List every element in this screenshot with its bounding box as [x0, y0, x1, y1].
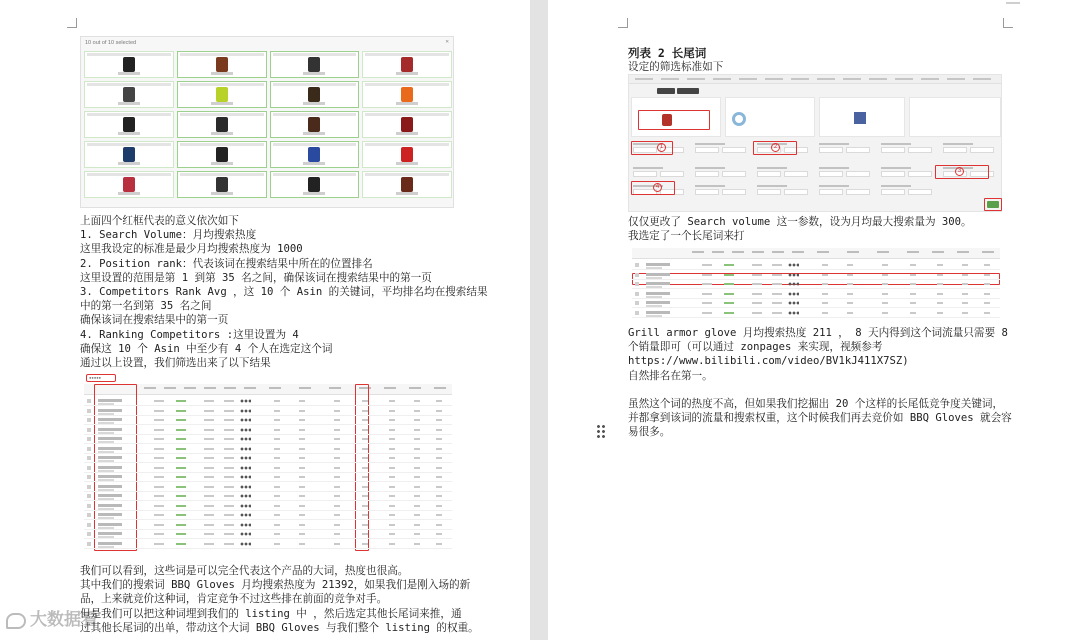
table-row [632, 299, 1000, 308]
filter-number-badge: 3 [955, 167, 964, 176]
filter-number-badge: 2 [771, 143, 780, 152]
paragraph-line: 个销量即可（可以通过 zonpages 来实现，视频参考 [628, 341, 883, 354]
product-card [270, 171, 360, 198]
paragraph-line: 确保该词在搜索结果中的第一页 [80, 314, 229, 327]
table-row [84, 397, 452, 406]
table-row [84, 473, 452, 482]
filter-input [695, 189, 719, 195]
product-card [84, 171, 174, 198]
filter-input [722, 189, 746, 195]
filter-input [695, 147, 719, 153]
table-row [84, 445, 452, 454]
table-row [84, 407, 452, 416]
table-row [632, 271, 1000, 280]
filter-input [633, 171, 657, 177]
search-button-highlight [984, 198, 1002, 211]
filter-label [943, 143, 973, 145]
table-row [84, 530, 452, 539]
filter-label [819, 143, 849, 145]
filter-input [846, 189, 870, 195]
frequently-bought-panel [819, 97, 905, 137]
page-corner-mark [67, 18, 77, 28]
paragraph-line: 这里设置的范围是第 1 到第 35 名之间，确保该词在搜索结果中的第一页 [80, 271, 432, 284]
product-highlight [638, 110, 710, 130]
paragraph-line: 我选定了一个长尾词来打 [628, 230, 745, 242]
paragraph-line: 其中我们的搜索词 BBQ Gloves 月均搜索热度为 21392，如果我们是刚入场的新 [80, 579, 471, 592]
filter-input [908, 147, 932, 153]
product-card [270, 111, 360, 138]
filter-input [819, 171, 843, 177]
longtail-table-screenshot [632, 248, 1000, 318]
product-card [177, 171, 267, 198]
paragraph-line: 自然排名在第一。 [628, 369, 713, 382]
section-subtitle: 设定的筛选标准如下 [628, 61, 724, 73]
table-row [84, 521, 452, 530]
tool-nav-bar [629, 75, 1001, 84]
filter-label [881, 167, 911, 169]
watermark: 大数据看 [6, 605, 98, 630]
filter-input [695, 171, 719, 177]
paragraph-line: 1. Search Volume：月均搜索热度 [80, 229, 257, 242]
document-page-left [0, 0, 530, 640]
product-thumb [662, 114, 672, 126]
product-card [177, 111, 267, 138]
results-table-screenshot [84, 372, 452, 552]
filter-input [881, 189, 905, 195]
product-card-grid [84, 51, 452, 198]
paragraph-line: 这里我设定的标准是最少月均搜索热度为 1000 [80, 243, 303, 256]
filter-settings-screenshot [628, 74, 1002, 212]
table-row [632, 290, 1000, 299]
table-row [84, 540, 452, 549]
page-gutter [530, 0, 548, 640]
filter-label [695, 167, 725, 169]
product-card [84, 141, 174, 168]
paragraph-line: 虽然这个词的热度不高，但如果我们挖掘出 20 个这样的长尾低竞争度关键词， [628, 398, 1004, 410]
page-corner-mark [1003, 18, 1013, 28]
table-row [84, 435, 452, 444]
paragraph-line: 仅仅更改了 Search volume 这一参数，设为月均最大搜索量为 300。 [628, 216, 972, 228]
table-row [84, 464, 452, 473]
filter-label [695, 143, 725, 145]
filter-input [757, 189, 781, 195]
filter-input [846, 147, 870, 153]
paragraph-line: 3. Competitors Rank Avg ，这 10 个 Asin 的关键词，平均排名均在搜索结果 [80, 286, 488, 298]
filter-number-badge: 4 [653, 183, 662, 192]
paragraph-line: 4. Ranking Competitors :这里设置为 4 [80, 328, 299, 341]
product-card [84, 81, 174, 108]
product-card [362, 171, 452, 198]
paragraph-line: 品，上来就竞价这种词，肯定竞争不过这些排在前面的竞争对手。 [80, 593, 388, 606]
asin-panel [631, 97, 721, 137]
filter-label [757, 185, 787, 187]
product-card [362, 111, 452, 138]
paragraph-line: 中的第一名到第 35 名之间 [80, 300, 212, 313]
paragraph-line: 易很多。 [628, 426, 671, 439]
drag-handle-icon[interactable] [596, 424, 606, 440]
filter-label [695, 185, 725, 187]
table-row [84, 492, 452, 501]
product-card [362, 141, 452, 168]
product-card [362, 51, 452, 78]
paragraph-line: 上面四个红框代表的意义依次如下 [80, 215, 239, 227]
table-row [84, 416, 452, 425]
filter-input [819, 189, 843, 195]
distribution-donut [732, 112, 746, 126]
watermark-logo-icon [6, 613, 26, 629]
table-row [632, 280, 1000, 289]
page-corner-mark [618, 18, 628, 28]
word-frequency-panel [909, 97, 1001, 137]
paragraph-line: Grill armor glove 月均搜索热度 211 ， 8 天内得到这个词流量只需要 8 [628, 327, 1008, 339]
table-row [84, 454, 452, 463]
paragraph-line: 2. Position rank：代表该词在搜索结果中所在的位置排名 [80, 257, 373, 270]
filter-input [881, 171, 905, 177]
product-card [177, 141, 267, 168]
paragraph-line: https://www.bilibili.com/video/BV1kJ411X7SZ) [628, 355, 909, 368]
filter-pill: ●●●●● [86, 374, 116, 382]
filter-label [819, 185, 849, 187]
product-selection-screenshot [80, 36, 454, 208]
reset-button-graphic [677, 88, 699, 94]
table-header [632, 248, 1000, 259]
filter-input [722, 147, 746, 153]
table-header [84, 384, 452, 395]
product-card [270, 141, 360, 168]
grid-header: 10 out of 10 selected [85, 40, 137, 46]
product-card [177, 81, 267, 108]
table-row [84, 483, 452, 492]
filter-input [881, 147, 905, 153]
filter-input [908, 189, 932, 195]
paragraph-line: 通过以上设置，我们筛选出来了以下结果 [80, 357, 271, 369]
close-icon: ✕ [445, 38, 449, 45]
paragraph-line: 但是我们可以把这种词埋到我们的 listing 中 ，然后选定其他长尾词来推，通 [80, 607, 462, 620]
page-marker [1006, 2, 1020, 4]
paragraph-line: 确保这 10 个 Asin 中至少有 4 个人在选定这个词 [80, 342, 333, 355]
filter-input [784, 189, 808, 195]
product-thumb [854, 112, 866, 124]
table-row [632, 309, 1000, 318]
filter-label [819, 167, 849, 169]
filter-input [784, 171, 808, 177]
filter-label [757, 167, 787, 169]
table-row [84, 511, 452, 520]
filter-input [722, 171, 746, 177]
product-card [84, 51, 174, 78]
product-card [84, 111, 174, 138]
filter-label [881, 143, 911, 145]
filter-input [757, 171, 781, 177]
table-row [84, 426, 452, 435]
product-card [177, 51, 267, 78]
product-card [270, 51, 360, 78]
filter-input [660, 171, 684, 177]
table-row [632, 261, 1000, 270]
filter-number-badge: 1 [657, 143, 666, 152]
section-heading: 列表 2 长尾词 [628, 46, 707, 60]
filter-input [819, 147, 843, 153]
filter-label [881, 185, 911, 187]
table-row [84, 502, 452, 511]
paragraph-line: 过其他长尾词的出单，带动这个大词 BBQ Gloves 与我们整个 listing 的权重。 [80, 621, 479, 634]
filter-input [908, 171, 932, 177]
filter-input [970, 147, 994, 153]
filter-label [633, 167, 663, 169]
filter-input [943, 147, 967, 153]
paragraph-line: 并都拿到该词的流量和搜索权重，这个时候我们再去竞价如 BBQ Gloves 就会容 [628, 412, 1012, 425]
apply-button-graphic [657, 88, 675, 94]
distribution-panel [725, 97, 815, 137]
product-card [270, 81, 360, 108]
paragraph-line: 我们可以看到，这些词是可以完全代表这个产品的大词，热度也很高。 [80, 565, 409, 577]
filter-input [846, 171, 870, 177]
product-card [362, 81, 452, 108]
filter-highlight [631, 141, 673, 155]
